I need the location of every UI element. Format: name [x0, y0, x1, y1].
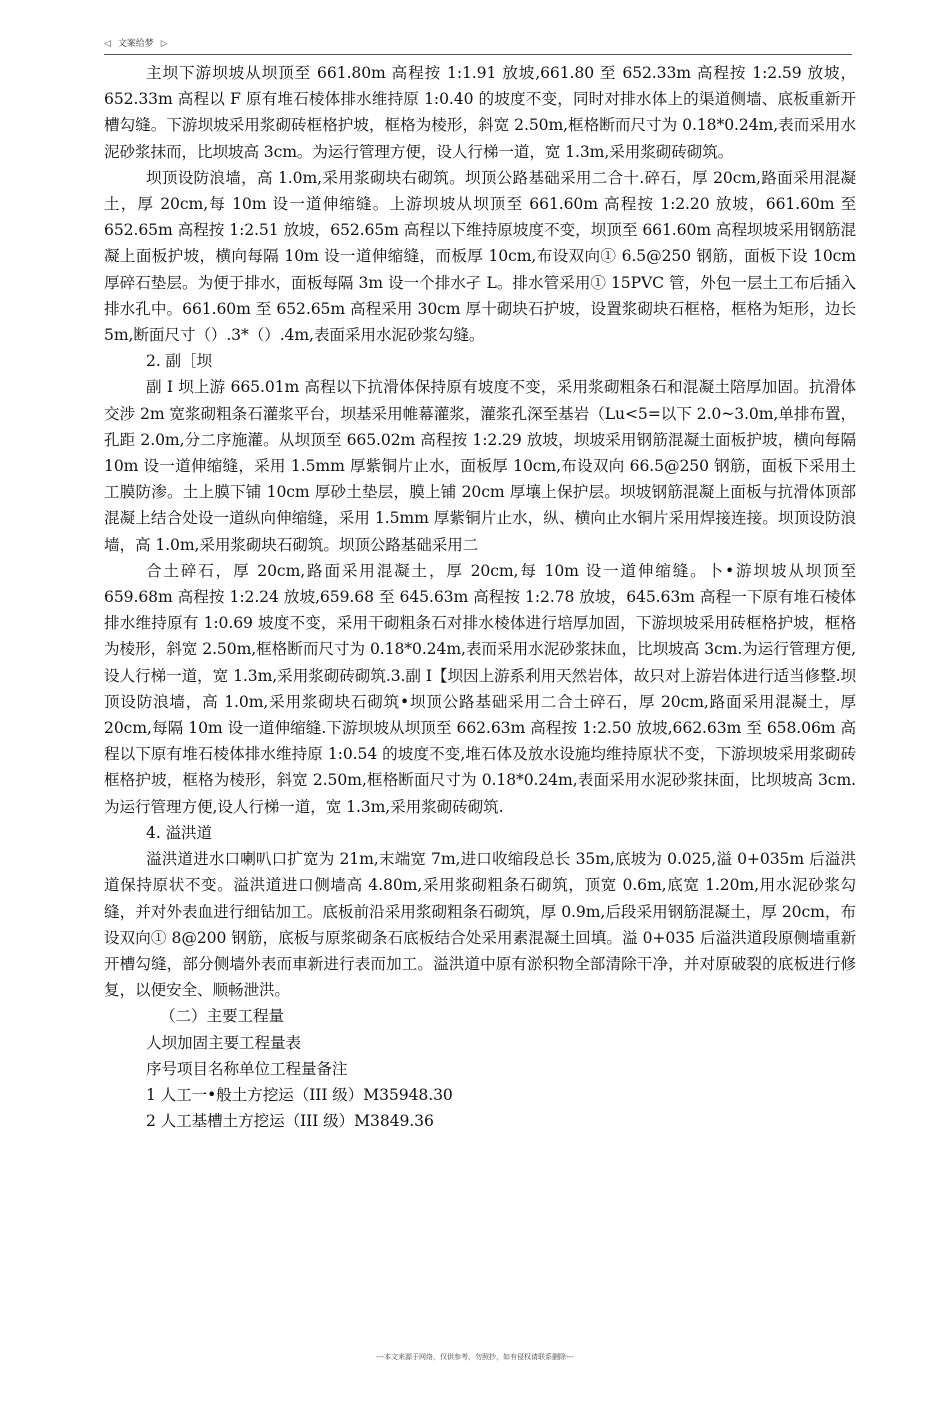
paragraph-main-dam-downstream: 主坝下游坝坡从坝顶至 661.80m 高程按 1:1.91 放坡,661.80 至 652.33m 高程按 1:2.59 放坡，652.33m 高程以 F 原有堆石棱体排水维持原 1:0.40 的坡度不变，同时对排水体上的渠道侧墙、底板重新开槽勾缝。下游坝坡采用浆砌砖框格护坡，框格为棱形，斜宽 2.50m,框格断而尺寸为 0.18*0.24m,表而采用水泥砂浆抹而，比坝坡高 3cm。为运行管理方便，设人行梯一道，宽 1.3m,采用浆砌砖砌筑。 [104, 64, 856, 161]
paragraph-spillway: 溢洪道进水口喇叭口扩宽为 21m,末端宽 7m,进口收缩段总长 35m,底坡为 0.025,溢 0+035m 后溢洪道保持原状不变。溢洪道进口侧墙高 4.80m,采用浆砌粗条石砌筑，顶宽 0.6m,底宽 1.20m,用水泥砂浆勾缝，并对外表血进行细钻加工。底板前沿采用浆砌粗条石砌筑，厚 0.9m,后段采用钢筋混凝土，厚 20cm，布设双向① 8@200 钢筋，底板与原浆砌条石底板结合处采用素混凝土回填。溢 0+035 后溢洪道段原侧墙重新开槽勾缝，部分侧墙外表而車新进行表而加工。溢洪道中原有淤积物全部清除干净，并对原破裂的底板进行修复，以便安全、顺畅泄洪。 [104, 850, 856, 1000]
section-heading-auxiliary-dam: 2. 副［坝 [146, 352, 213, 371]
right-triangle-icon: ▷ [160, 39, 168, 49]
table-header-row: 序号项目名称单位工程量备注 [146, 1059, 348, 1078]
table-row: 1 人工一•般土方挖运（III 级）M35948.30 [146, 1085, 453, 1104]
document-body [104, 60, 856, 1134]
table-row: 2 人工基槽土方挖运（III 级）M3849.36 [146, 1112, 434, 1131]
paragraph-main-dam-crest: 坝顶设防浪墙，高 1.0m,采用浆砌块右砌筑。坝顶公路基础采用二合十.碎石，厚 20cm,路面采用混凝土，厚 20cm,每 10m 设一道伸缩缝。上游坝坡从坝顶至 661.60m 高程按 1:2.20 放坡，661.60m 至 652.65m 高程按 1:2.51 放坡，652.65m 高程以下维持原坡度不变，坝顶至 661.60m 高程坝坡采用钢筋混凝上面板护坡，横向每隔 10m 设一道伸缩缝，而板厚 10cm,布设双向① 6.5@250 钢筋，面板下设 10cm 厚碎石垫层。为便于排水，面板每隔 3m 设一个排水孑 L。排水管采用① 15PVC 管，外包一层土工布后插入排水孔中。661.60m 至 652.65m 高程采用 30cm 厚十砌块石护坡，设置浆砌块石框格，框格为矩形，边长 5m,断面尺寸（）.3*（）.4m,表面采用水泥砂浆勾缝。 [104, 168, 856, 345]
paragraph-auxiliary-dam-upstream: 副 I 坝上游 665.01m 高程以下抗滑体保持原有坡度不变，采用浆砌粗条石和混凝土陪厚加固。抗滑体交涉 2m 宽浆砌粗条石灌浆平台，坝基采用帷幕灌浆，灌浆孔深至基岩（Lu<5=以下 2.0~3.0m,单排布置，孔距 2.0m,分二序施灌。从坝顶至 665.02m 高程按 1:2.29 放坡，坝坡采用钢筋混凝土面板护坡，横向每隔 10m 设一道伸缩缝，采用 1.5mm 厚紫铜片止水，面板厚 10cm,布设双向 66.5@250 钢筋，面板下采用土工膜防渗。土上膜下铺 10cm 厚砂土垫层，膜上铺 20cm 厚壤上保护层。坝坡钢筋混凝上面板与抗滑体顶部混凝上结合处设一道纵向伸缩缝，采用 1.5mm 厚紫铜片止水，纵、横向止水铜片采用焊接连接。坝顶设防浪墙，高 1.0m,采用浆砌块石砌筑。坝顶公路基础采用二 [104, 378, 856, 554]
page-footer: ---本文来源于网络，仅供参考，勿照抄，如有侵权请联系删除--- [376, 1353, 574, 1361]
left-triangle-icon: ◁ [104, 39, 111, 49]
section-heading-quantities: （二）主要工程量 [160, 1007, 284, 1026]
table-title: 人坝加固主要工程量表 [146, 1033, 301, 1052]
header-title: 文案给梦 [117, 39, 154, 49]
page-header [104, 38, 852, 55]
section-heading-spillway: 4. 溢洪道 [146, 823, 213, 842]
paragraph-auxiliary-dam-downstream: 合土碎石，厚 20cm,路面采用混凝土，厚 20cm,每 10m 设一道伸缩缝。卜•游坝坡从坝顶至 659.68m 高程按 1:2.24 放坡,659.68 至 645.63m 高程按 1:2.78 放坡，645.63m 高程一下原有堆石棱体排水维持原有 1:0.69 坡度不变，采用干砌粗条石对排水棱体进行培厚加固，下游坝坡采用砖框格护坡，框格为棱形，斜宽 2.50m,框格断而尺寸为 0.18*0.24m,表而采用水泥砂浆抹血，比坝坡高 3cm.为运行管理方便,设人行梯一道，宽 1.3m,采用浆砌砖砌筑.3.副 I【坝因上游系利用天然岩体，故只对上游岩体进行适当修整.坝顶设防浪墙，高 1.0m,采用浆砌块石砌筑•坝顶公路基础采用二合土碎石，厚 20cm,路面采用混凝土，厚 20cm,每隔 10m 设一道伸缩缝.下游坝坡从坝顶至 662.63m 高程按 1:2.50 放坡,662.63m 至 658.06m 高程以下原有堆石棱体排水维持原 1:0.54 的坡度不变,堆石体及放水设施均维持原状不变，下游坝坡采用浆砌砖框格护坡，框格为棱形，斜宽 2.50m,框格断面尺寸为 0.18*0.24m,表面采用水泥砂浆抹面，比坝坡高 3cm.为运行管理方便,设人行梯一道，宽 1.3m,采用浆砌砖砌筑. [104, 561, 856, 816]
